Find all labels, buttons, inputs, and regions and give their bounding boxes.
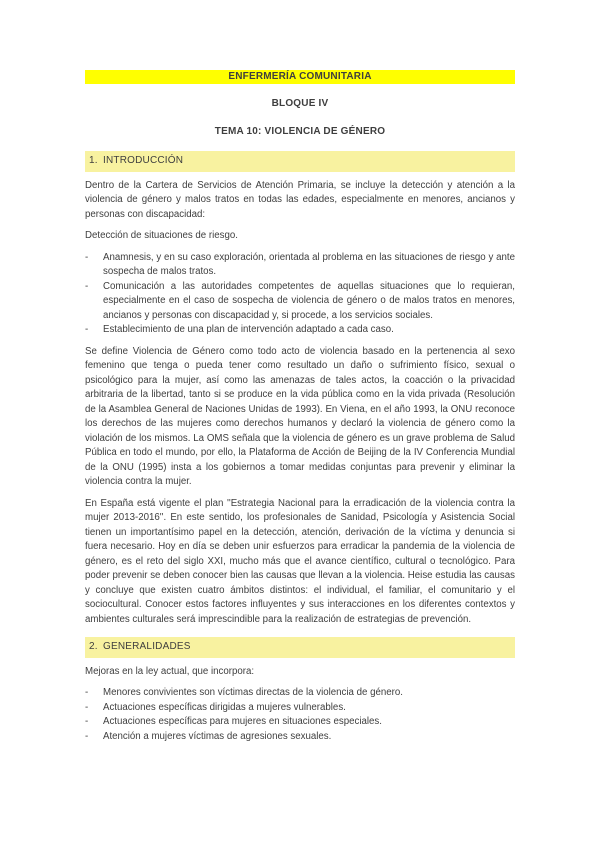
intro-paragraph-1: Dentro de la Cartera de Servicios de Atención Primaria, se incluye la detección y atención a la violencia de género y malos tratos en todas las edades, especialmente en menores, ancianos y personas con discapacidad: [85, 179, 515, 220]
block-title: BLOQUE IV [271, 98, 329, 109]
course-title: ENFERMERÍA COMUNITARIA [85, 70, 515, 84]
bullet-item [85, 323, 515, 338]
bullet-dash: - [85, 730, 89, 742]
intro-bullet-list [85, 251, 515, 338]
section-number: 2. [89, 641, 98, 652]
section-heading-introduccion [85, 151, 515, 172]
bullet-item [85, 686, 515, 701]
bullet-text: Menores convivientes son víctimas directas de la violencia de género. [103, 687, 403, 698]
bullet-dash: - [85, 701, 89, 713]
intro-paragraph-2: Se define Violencia de Género como todo acto de violencia basado en la pertenencia al sexo femenino que tenga o pueda tener como resultado un daño o sufrimiento físico, sexual o psicológico para la mujer, así como las amenazas de tales actos, la coacción o la privacidad arbitraria de la libertad, tanto si se produce en la vida pública como en la vida privada (Resolución de la Asamblea General de Naciones Unidas de 1993). En Viena, en el año 1993, la ONU reconoce los derechos de las mujeres como derechos humanos y declaró la violencia de género como la violación de los mismos. La OMS señala que la violencia de género es un grave problema de Salud Pública en todo el mundo, por ello, la Plataforma de Acción de Beijing de la IV Conferencia Mundial de la ONU (1995) insta a los gobiernos a tomar medidas conjuntas para prevenir y eliminar la violencia contra la mujer. [85, 345, 515, 487]
bullet-dash: - [85, 687, 89, 698]
generalidades-lead: Mejoras en la ley actual, que incorpora: [85, 665, 255, 677]
section-number: 1. [89, 155, 98, 166]
section-label: GENERALIDADES [103, 641, 191, 652]
section-label: INTRODUCCIÓN [103, 155, 184, 166]
bullet-text: Anamnesis, y en su caso exploración, orientada al problema en las situaciones de riesgo y ante sospecha de malos tratos. [103, 251, 515, 277]
bullet-item [85, 730, 515, 745]
section-heading-generalidades [85, 637, 515, 658]
intro-paragraph-3: En España está vigente el plan ''Estrategia Nacional para la erradicación de la violencia contra la mujer 2013-2016''. En este sentido, los profesionales de Sanidad, Psicología y Asistencia Social tienen un importantísimo papel en la detección, atención, derivación de la víctima y denuncia si fuera necesario. Hoy en día se deben unir esfuerzos para erradicar la pandemia de la violencia de género, es el reto del siglo XXI, mucho más que el avance científico, cultural o tecnológico. Para poder prevenir se deben conocer bien las causas que llevan a la violencia. Heise estudia las causas y concluye que existen cuatro ámbitos distintos: el individual, el familiar, el comunitario y el sociocultural. Conocer estos factores influyentes y sus interacciones en los diferentes contextos y ambientes culturales será imprescindible para la realización de estrategias de prevención. [85, 497, 515, 625]
risk-detection-line: Detección de situaciones de riesgo. [85, 230, 238, 241]
bullet-dash: - [85, 280, 89, 292]
bullet-item [85, 715, 515, 730]
bullet-dash: - [85, 251, 89, 263]
bullet-item [85, 701, 515, 716]
bullet-dash: - [85, 324, 89, 335]
bullet-text: Comunicación a las autoridades competentes de aquellas situaciones que lo requieran, especialmente en el caso de sospecha de violencia de género o de malos tratos en menores, ancianos y personas con discapacidad y, si procede, a los servicios sociales. [103, 280, 515, 321]
bullet-text: Actuaciones específicas dirigidas a mujeres vulnerables. [103, 701, 346, 713]
bullet-dash: - [85, 716, 89, 727]
bullet-text: Establecimiento de una plan de intervención adaptado a cada caso. [103, 324, 394, 335]
bullet-text: Actuaciones específicas para mujeres en situaciones especiales. [103, 716, 382, 727]
bullet-item [85, 251, 515, 280]
bullet-item [85, 280, 515, 324]
generalidades-bullet-list [85, 686, 515, 744]
bullet-text: Atención a mujeres víctimas de agresiones sexuales. [103, 730, 332, 742]
topic-title: TEMA 10: VIOLENCIA DE GÉNERO [214, 125, 386, 137]
